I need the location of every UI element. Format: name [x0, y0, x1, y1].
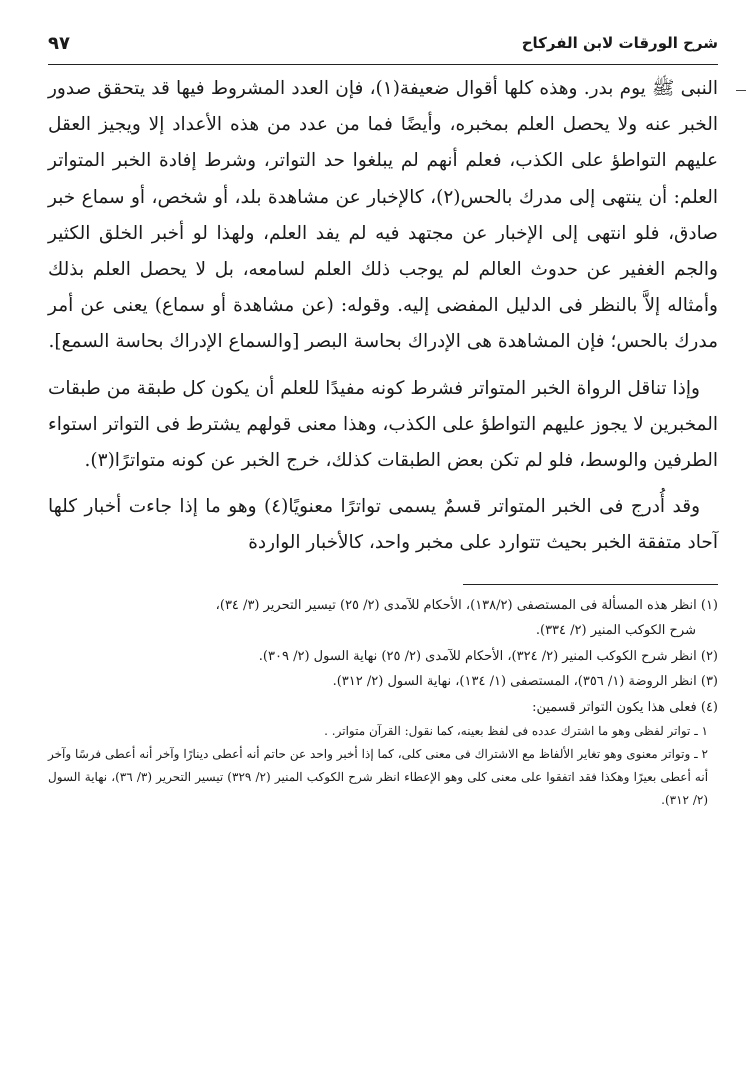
header-rule	[48, 64, 718, 65]
footnote-4: (٤) فعلى هذا يكون التواتر قسمين:	[532, 699, 718, 715]
page-header	[48, 28, 718, 58]
footnote-2: (٢) انظر شرح الكوكب المنير (٢/ ٣٢٤)، الأحكام للآمدى (٢/ ٢٥) نهاية السول (٢/ ٣٠٩).	[258, 648, 718, 664]
footnote-3: (٣) انظر الروضة (١/ ٣٥٦)، المستصفى (١/ ١٣٤)، نهاية السول (٢/ ٣١٢).	[332, 674, 718, 690]
footnote-4-item-1: ١ ـ تواتر لفظى وهو ما اشترك عدده فى لفظ بعينه، كما نقول: القرآن متواتر. .	[324, 724, 708, 739]
paragraph-2: وإذا تناقل الرواة الخبر المتواتر فشرط كونه مفيدًا للعلم أن يكون كل طبقة من طبقات المخبرين لا يجوز عليهم التواطؤ على الكذب، وهذا معنى قولهم يشترط فى التواتر استواء الطرفين والوسط، فلو لم تكن بعض الطبقات كذلك، خرج الخبر عن كونه متواترًا(٣).	[48, 377, 718, 472]
paragraph-1: النبى ﷺ يوم بدر. وهذه كلها أقوال ضعيفة(١)، فإن العدد المشروط فيها قد يتحقق صدور الخبر عنه ولا يحصل العلم بمخبره، وأيضًا فما من عدد من هذه الأعداد إلا ويجيز العقل عليهم التواطؤ على الكذب، فعلم أنهم لم يبلغوا حد التواتر، وشرط إفادة الخبر المتواتر العلم: أن ينتهى إلى مدرك بالحس(٢)، كالإخبار عن مشاهدة بلد، أو شخص، أو سماع خبر صادق، فلو انتهى إلى الإخبار عن مجتهد فيه لم يفد العلم، ولهذا لو أخبر الخلق الكثير والجم الغفير عن حدوث العالم لم يوجب ذلك العلم لسامعه، بل لا يحصل العلم بذلك وأمثاله إلاَّ بالنظر فى الدليل المفضى إليه. وقوله: (عن مشاهدة أو سماع) يعنى عن أمر مدرك بالحس؛ فإن المشاهدة هى الإدراك بحاسة البصر [والسماع الإدراك بحاسة السمع].	[48, 78, 719, 353]
paragraph-3: وقد أُدرج فى الخبر المتواتر قسمٌ يسمى تواترًا معنويًا(٤) وهو ما إذا جاءت أخبار كلها آحاد متفقة الخبر بحيث تتوارد على مخبر واحد، كالأخبار الواردة	[48, 496, 718, 554]
book-page	[48, 28, 718, 812]
running-title: شرح الورقات لابن الفركاح	[521, 34, 718, 52]
main-text	[48, 71, 718, 562]
footnote-1-continued: شرح الكوكب المنير (٢/ ٣٣٤).	[535, 623, 696, 639]
page-number: ٩٧	[48, 32, 70, 54]
footnotes	[48, 593, 718, 813]
footnote-separator	[463, 584, 718, 585]
footnote-1: (١) انظر هذه المسألة فى المستصفى (١٣٨/٢)، الأحكام للآمدى (٢/ ٢٥) تيسير التحرير (٣/ ٣٤)،	[215, 597, 718, 613]
margin-mark	[736, 90, 746, 91]
footnote-4-item-2: ٢ ـ وتواتر معنوى وهو تغاير الألفاظ مع الاشتراك فى معنى كلى، كما إذا أخبر واحد عن حاتم أنه أعطى دينارًا وآخر أنه أعطى فرسًا وآخر أنه أعطى بعيرًا وهكذا فقد اتفقوا على معنى كلى وهو الإعطاء انظر شرح الكوكب المنير (٢/ ٣٢٩) تيسير التحرير (٣/ ٣٦)، نهاية السول (٢/ ٣١٢).	[48, 747, 709, 808]
